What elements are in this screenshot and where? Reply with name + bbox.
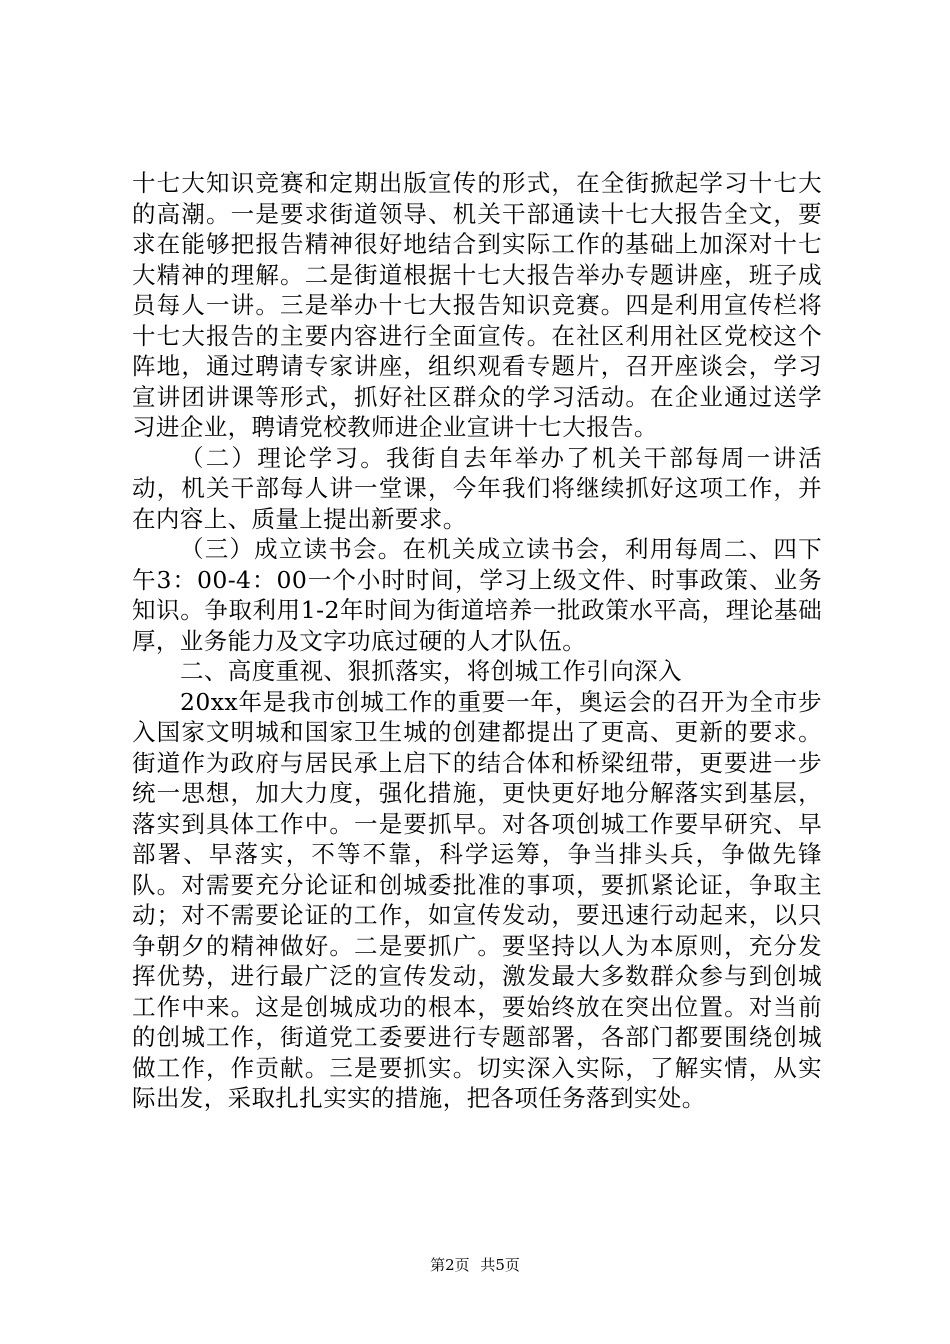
paragraph-lilun-xuexi: （二）理论学习。我街自去年举办了机关干部每周一讲活动，机关干部每人讲一堂课，今年我们将继续抓好这项工作，并在内容上、质量上提出新要求。 <box>132 443 822 533</box>
paragraph-dushuhui: （三）成立读书会。在机关成立读书会，利用每周二、四下午3：00-4：00一个小时时间，学习上级文件、时事政策、业务知识。争取利用1-2年时间为街道培养一批政策水平高，理论基础厚，业务能力及文字功底过硬的人才队伍。 <box>132 535 822 655</box>
paragraph-chuangcheng-gongzuo: 20xx年是我市创城工作的重要一年，奥运会的召开为全市步入国家文明城和国家卫生城的创建都提出了更高、更新的要求。街道作为政府与居民承上启下的结合体和桥梁纽带，更要进一步统一思想，加大力度，强化措施，更快更好地分解落实到基层，落实到具体工作中。一是要抓早。对各项创城工作要早研究、早部署、早落实，不等不靠，科学运筹，争当排头兵，争做先锋队。对需要充分论证和创城委批准的事项，要抓紧论证，争取主动；对不需要论证的工作，如宣传发动，要迅速行动起来，以只争朝夕的精神做好。二是要抓广。要坚持以人为本原则，充分发挥优势，进行最广泛的宣传发动，激发最大多数群众参与到创城工作中来。这是创城成功的根本，要始终放在突出位置。对当前的创城工作，街道党工委要进行专题部署，各部门都要围绕创城做工作，作贡献。三是要抓实。切实深入实际，了解实情，从实际出发，采取扎扎实实的措施，把各项任务落到实处。 <box>132 687 822 1112</box>
page-total: 共5页 <box>480 1256 520 1274</box>
page-number: 第2页 <box>430 1256 470 1274</box>
page-footer <box>0 1254 950 1275</box>
paragraph-zhishi-jingsai: 十七大知识竞赛和定期出版宣传的形式，在全街掀起学习十七大的高潮。一是要求街道领导、机关干部通读十七大报告全文，要求在能够把报告精神很好地结合到实际工作的基础上加深对十七大精神的理解。二是街道根据十七大报告举办专题讲座，班子成员每人一讲。三是举办十七大报告知识竞赛。四是利用宣传栏将十七大报告的主要内容进行全面宣传。在社区利用社区党校这个阵地，通过聘请专家讲座，组织观看专题片，召开座谈会，学习宣讲团讲课等形式，抓好社区群众的学习活动。在企业通过送学习进企业，聘请党校教师进企业宣讲十七大报告。 <box>132 169 822 441</box>
document-body <box>132 168 822 1114</box>
section-heading-chuangcheng: 二、高度重视、狠抓落实，将创城工作引向深入 <box>180 657 682 685</box>
